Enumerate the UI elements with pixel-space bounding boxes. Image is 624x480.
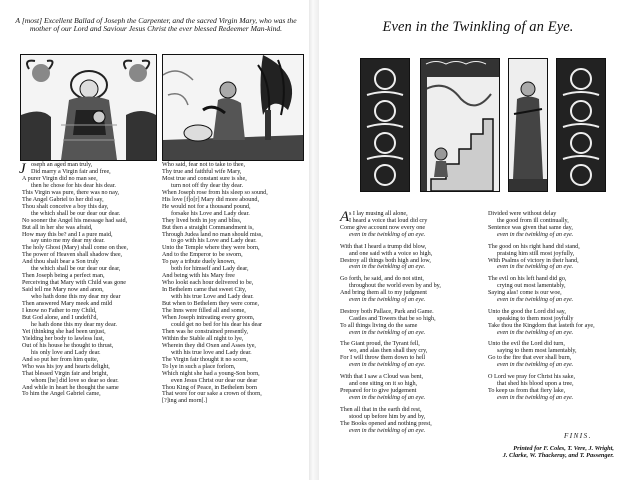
verse-line: Then Joseph being a perfect man, <box>22 273 105 280</box>
verse-line: even in the twinkling of an eye. <box>349 362 426 369</box>
verse-line: In Bethelem came that sweet City, <box>162 287 247 294</box>
verse-line: both for himself and Lady dear, <box>171 266 249 273</box>
verse-line: speaking to them most joyfully <box>497 315 574 322</box>
verse-line: He would not for a thousand pound, <box>162 203 251 210</box>
verse-line: even in the twinkling of an eye. <box>497 264 574 271</box>
verse-line: And so put her from him quite, <box>22 356 99 363</box>
verse-line: Yielding her body to lawless lust, <box>22 335 105 342</box>
verse-line: the which shall be our dear our dear. <box>31 210 121 217</box>
verse-line: That blessed Virgin fair and bright, <box>22 370 109 377</box>
verse-line: Unto the Temple where they were born, <box>162 245 260 252</box>
verse-line: No sooner the Angel his message had said, <box>22 217 128 224</box>
verse-line: O Lord we pray for Christ his sake, <box>488 374 575 381</box>
verse-line: with his true Love and Lady dear. <box>171 294 254 301</box>
verse-line: Thou shalt conceive a boy this day, <box>22 203 109 210</box>
verse-line: stood up before him by and by, <box>349 413 426 420</box>
verse-line: How may this be? and I a pure maid, <box>22 231 113 238</box>
verse-line: could get no bed for his dear his dear <box>171 321 263 328</box>
verse-line: Thou King of Peace, in Bethelem born <box>162 384 257 391</box>
ballad-title-left: A [most] Excellent Ballad of Joseph the Carpenter, and the sacred Virgin Mary, who was the mother of our Lord and Saviour Jesus Christ the ever blessed Redeemer Man-kind. <box>15 16 297 34</box>
verse-line: Then was he constrained presently, <box>162 328 249 335</box>
verse-line: With Psalms of victory in their hand, <box>488 257 579 264</box>
verse-line: Thy true and faithful wife Mary, <box>162 168 242 175</box>
verse-line: even Jesus Christ our dear our dear <box>171 377 258 384</box>
verse-line: Then all that in the earth did rest, <box>340 406 422 413</box>
verse-line: Through Judea land no man should miss, <box>162 231 263 238</box>
verse-line: For I will throw them down to hell <box>340 355 426 362</box>
verse-line: Yet (thinking she had been unjust, <box>22 328 106 335</box>
verse-line: even in the twinkling of an eye. <box>497 394 574 401</box>
verse-line: To keep us from that fiery lake, <box>488 387 566 394</box>
verse-line: even in the twinkling of an eye. <box>349 264 426 271</box>
verse-line: To lye in such a place forlorn, <box>162 363 236 370</box>
verse-line: even in the twinkling of an eye. <box>497 231 574 238</box>
verse-line: And being with his Mary free <box>162 273 235 280</box>
verse-line: Saying alas! come is our woe, <box>488 290 562 297</box>
verse-line: Perceiving that Mary with Child was gone <box>22 280 127 287</box>
verse-line: with his true love and Lady dear. <box>171 349 252 356</box>
shepherd-woodcut-image <box>163 55 303 160</box>
woodcut-border-right <box>556 58 606 192</box>
verse-line: With that I saw a Cloud was bent, <box>340 374 423 381</box>
verse-line: even in the twinkling of an eye. <box>349 427 426 434</box>
ballad-column-4 <box>488 211 595 402</box>
verse-line: even in the twinkling of an eye. <box>349 297 426 304</box>
verse-line: And bring them all to my judgment <box>340 290 427 297</box>
verse-line: That wore for our sake a crown of thorn, <box>162 391 262 398</box>
verse-line: Out of his house he thought to thrust, <box>22 342 114 349</box>
right-page <box>318 0 624 480</box>
verse-line: even in the twinkling of an eye. <box>497 297 574 304</box>
verse-line: his only love and Lady dear. <box>31 349 101 356</box>
verse-line: Destroy both Pallace, Park and Game. <box>340 308 434 315</box>
verse-line: The power of Heaven shall shadow thee, <box>22 252 123 259</box>
verse-line: who hath done this my dear my dear <box>31 294 121 301</box>
verse-line: the which shall be our dear our dear, <box>31 266 121 273</box>
verse-line: oseph an aged man truly, <box>31 162 93 168</box>
verse-line: and one said with a voice so high, <box>349 250 433 257</box>
verse-line: The evil on his left hand did go, <box>488 276 567 283</box>
ballad-title-right: Even in the Twinkling of an Eye. <box>382 19 574 35</box>
verse-line: They lived both in joy and bliss, <box>162 217 242 224</box>
verse-line: His love [f]o[r] Mary did more abound, <box>162 196 260 203</box>
verse-line: that shed his blood upon a tree, <box>497 381 574 387</box>
verse-line: But God alone, and I undefil'd, <box>22 314 98 321</box>
woodcut-madonna <box>20 54 157 161</box>
verse-line: Most true and constant sure is she, <box>162 175 247 182</box>
verse-line: saying to them most lamentably, <box>497 348 577 355</box>
verse-line: to go with his Love and Lady dear. <box>171 238 257 245</box>
verse-line: When Joseph rose from his sleep so sound, <box>162 189 268 196</box>
verse-line: Go forth, he said, and do not stint, <box>340 276 424 283</box>
border-woodcut-image-right <box>557 59 605 191</box>
verse-line: Take thou the Kingdom that lasteth for aye, <box>488 322 595 329</box>
verse-line: The Books opened and nothing prest, <box>340 420 432 427</box>
verse-line: Sentence was given that same day, <box>488 224 573 231</box>
verse-line: Unto the good the Lord did say, <box>488 308 566 315</box>
verse-line: even in the twinkling of an eye. <box>349 394 426 401</box>
verse-line: Wherein they did Oxen and Asses tye, <box>162 342 256 349</box>
verse-line: But all in her she was afraid, <box>22 224 93 231</box>
verse-line: I know no Father to my Child, <box>22 308 97 315</box>
verse-line: turn not off thy dear thy dear. <box>171 182 244 189</box>
verse-line: [?]ing and morn[.] <box>162 398 208 405</box>
verse-line: This Virgin was pure, there was no nay, <box>22 189 120 196</box>
verse-line: And thou shalt bear a Son truly <box>22 259 99 266</box>
ballad-column-1 <box>22 162 128 398</box>
verse-line: The good on his right hand did stand, <box>488 243 580 250</box>
verse-line: Unto the evil the Lord did turn, <box>488 341 565 348</box>
verse-line: Which night she had a young-Son born, <box>162 370 260 377</box>
woodcut-figure <box>508 58 548 192</box>
verse-line: When Joseph intreating every groom, <box>162 314 255 321</box>
verse-line: say unto me my dear my dear. <box>31 238 105 245</box>
verse-line: The Giant proud, the Tyrant fell, <box>340 341 420 348</box>
verse-line: even in the twinkling of an eye. <box>497 362 574 369</box>
ballad-column-2 <box>162 162 268 405</box>
verse-line: even in the twinkling of an eye. <box>349 329 426 336</box>
stairway-woodcut-image <box>421 59 499 191</box>
verse-line: throughout the world even by and by, <box>349 283 441 290</box>
drop-cap-a: A <box>340 209 350 225</box>
finis-label: FINIS. <box>564 432 592 440</box>
verse-line: The holy Ghost (Mary) shall come on thee, <box>22 245 129 252</box>
verse-line: A purer Virgin did no man see, <box>22 175 98 182</box>
drop-cap-j: J <box>19 161 26 177</box>
verse-line: Who was his joy and hearts delight, <box>22 363 110 370</box>
verse-line: praising him still most joyfully, <box>497 250 575 257</box>
verse-line: forsake his Love and Lady dear. <box>171 210 250 217</box>
border-woodcut-image <box>361 59 409 191</box>
ballad-column-3 <box>340 211 441 434</box>
verse-line: crying out most lamentably, <box>497 283 566 290</box>
verse-line: The Virgin fair thought it no scorn, <box>162 356 248 363</box>
verse-line: To pay a tribute duely known, <box>162 259 236 266</box>
verse-line: Castles and Towers that be so high, <box>349 315 436 322</box>
verse-line: Destroy all things both high and low, <box>340 257 431 264</box>
verse-line: But when to Bethelem they were come, <box>162 301 260 308</box>
verse-line: To all things living do the same <box>340 322 418 329</box>
verse-line: Said tell me Mary now and anon, <box>22 287 104 294</box>
verse-line: Who lookt each hour delivered to be, <box>162 280 254 287</box>
verse-line: he hath done this my dear my dear. <box>31 321 117 328</box>
verse-line: the good from ill continually, <box>497 217 569 224</box>
printer-imprint <box>448 445 614 459</box>
verse-line: wo, and alas then shall they cry, <box>349 348 428 355</box>
woodcut-stairway <box>420 58 500 192</box>
verse-line: Who said, fear not to take to thee, <box>162 162 246 168</box>
verse-line: To him the Angel Gabriel came, <box>22 391 101 398</box>
verse-line: And while in heart he thought the same <box>22 384 119 391</box>
verse-line: Prepared for to give judgement <box>340 387 417 394</box>
verse-line: s I lay musing all alone, <box>349 211 408 217</box>
madonna-woodcut-image <box>21 55 156 160</box>
verse-line: But then a straight Commandment is, <box>162 224 254 231</box>
imprint-line: Printed for F. Coles, T. Vere, J. Wright, <box>513 445 614 452</box>
verse-line: Then answered Mary meek and mild <box>22 301 113 308</box>
woodcut-border-left <box>360 58 410 192</box>
verse-line: The Inns were filled all and some, <box>162 308 246 315</box>
verse-line: The Angel Gabriel to her did say, <box>22 196 104 203</box>
verse-line: even in the twinkling of an eye. <box>349 231 426 238</box>
verse-line: and one siting on it so high, <box>349 381 418 387</box>
verse-line: I heard a voice that loud did cry <box>349 217 428 224</box>
verse-line: Come give account now every one <box>340 224 426 231</box>
verse-line: And to the Emperor to be sworn, <box>162 252 243 259</box>
verse-line: Did marry a Virgin fair and free, <box>31 168 111 175</box>
imprint-line: J. Clarke, W. Thackeray, and T. Passenger. <box>502 452 614 460</box>
verse-line: whom [he] did love so dear so dear. <box>31 377 119 384</box>
verse-line: Within the Stable all night to lye, <box>162 335 244 342</box>
woodcut-shepherd <box>162 54 304 161</box>
verse-line: With that I heard a trump did blow, <box>340 243 427 250</box>
verse-line: then he chose for his dear his dear. <box>31 182 116 189</box>
verse-line: Divided were without delay <box>488 211 557 217</box>
verse-line: Go to the fire that ever shall burn, <box>488 355 572 362</box>
verse-line: even in the twinkling of an eye. <box>497 329 574 336</box>
figure-woodcut-image <box>509 59 547 191</box>
